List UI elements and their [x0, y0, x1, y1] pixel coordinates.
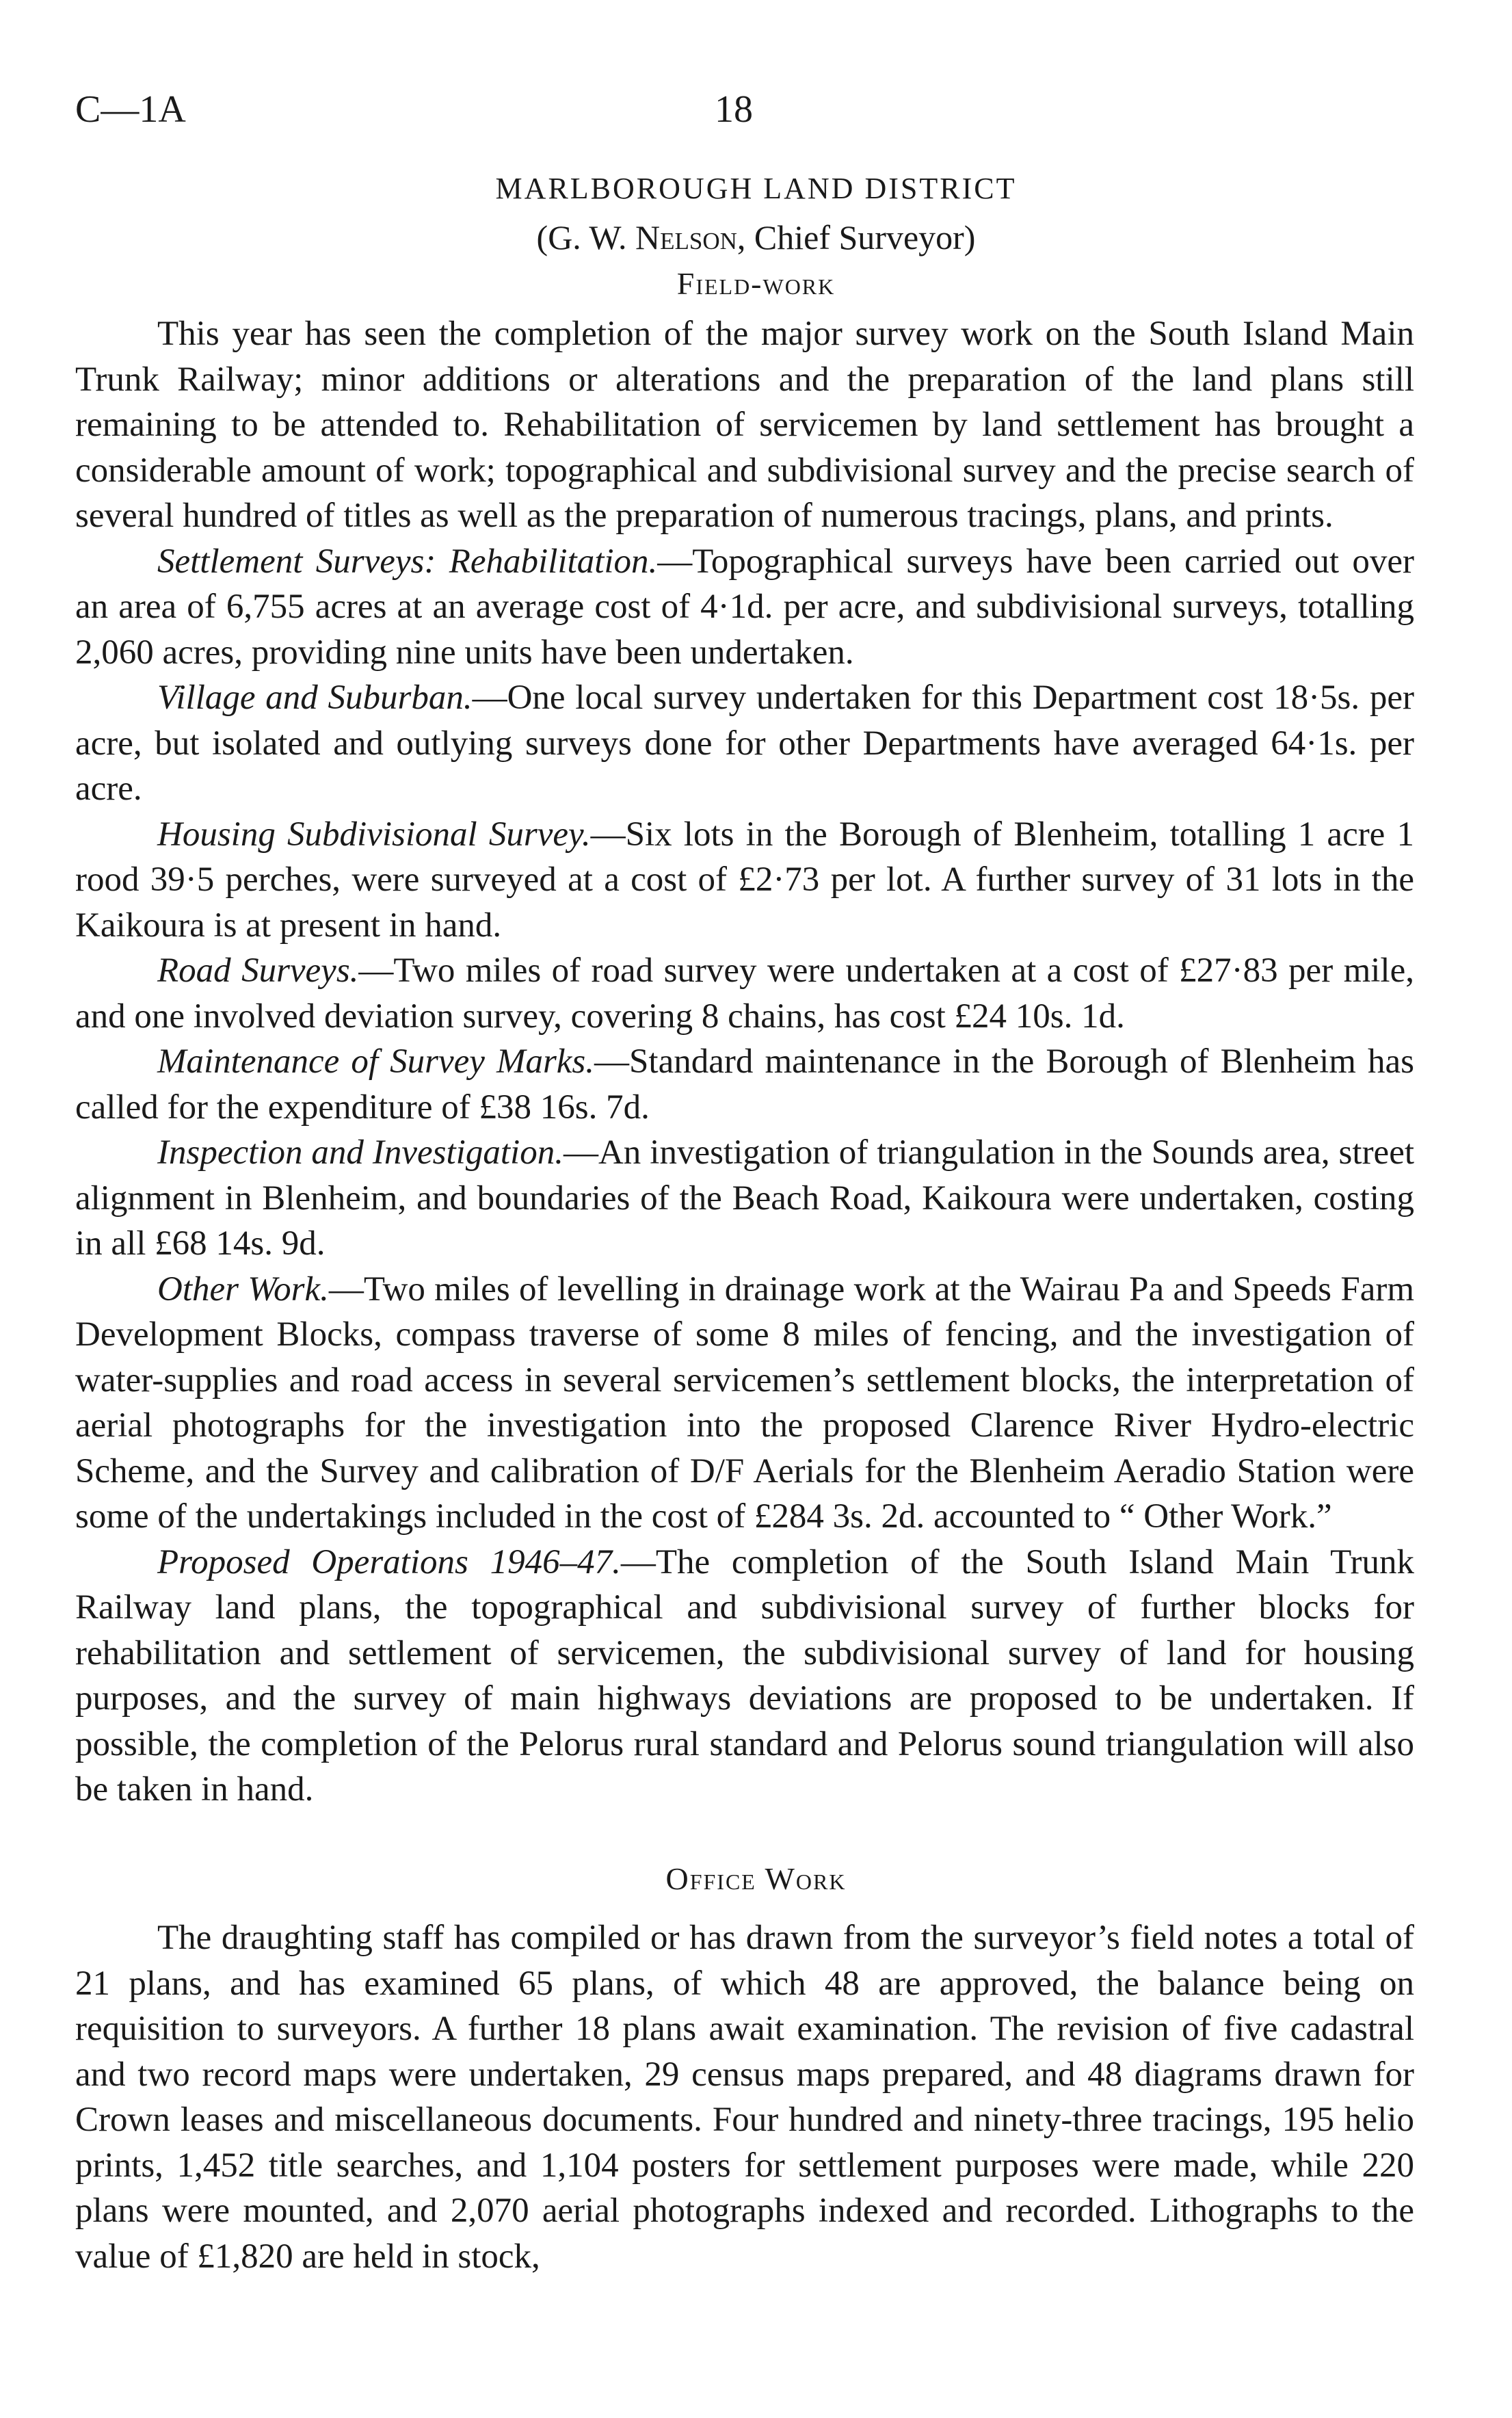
district-title: MARLBOROUGH LAND DISTRICT	[495, 172, 1017, 205]
surveyor-role: , Chief Surveyor)	[737, 218, 976, 257]
surveyor-open-paren: (	[536, 218, 548, 257]
paragraph-road-surveys	[75, 948, 1414, 1039]
paragraph-heading: Proposed Operations 1946–47.	[157, 1542, 621, 1581]
paragraph-village-suburban	[75, 675, 1414, 812]
paragraph-settlement-surveys	[75, 539, 1414, 676]
paragraph-text: —An investigation of triangulation in the Sounds area, street alignment in Blenheim, and boundaries of the Beach Road, Kaikoura were undertaken, costing in all £68 14s. 9d.	[75, 1133, 1414, 1263]
paragraph-other-work	[75, 1267, 1414, 1540]
paragraph-text: —Topographical surveys have been carried out over an area of 6,755 acres at an average cost of 4·1d. per acre, and subdivisional surveys, totalling 2,060 acres, providing nine units have been undertaken.	[75, 542, 1415, 672]
surveyor-line	[0, 218, 1512, 257]
report-code: C—1A	[75, 88, 186, 131]
paragraph-text: —Six lots in the Borough of Blenheim, totalling 1 acre 1 rood 39·5 perches, were surveyed at a cost of £2·73 per lot. A further survey of 31 lots in the Kaikoura is at present in hand.	[75, 815, 1415, 945]
page-number: 18	[715, 88, 753, 131]
paragraph-housing-subdivisional	[75, 812, 1414, 949]
paragraph-heading: Other Work.	[157, 1270, 329, 1309]
paragraph-inspection	[75, 1130, 1414, 1267]
paragraph-text: —The completion of the South Island Main Trunk Railway land plans, the topographical and subdivisional survey of further blocks for rehabilitation and settlement of servicemen, the subdivisional survey of land for housing purposes, and the survey of main highways deviations are proposed to be undertaken. If possible, the completion of the Pelorus rural standard and Pelorus sound triangulation will also be taken in hand.	[75, 1542, 1414, 1809]
paragraph-maintenance	[75, 1039, 1414, 1130]
field-work-title: Field-work	[676, 266, 836, 301]
paragraph-heading: Road Surveys.	[157, 951, 359, 990]
surveyor-initials: G. W.	[548, 218, 636, 257]
paragraph-text: —One local survey undertaken for this Department cost 18·5s. per acre, but isolated and outlying surveys done for other Departments have averaged 64·1s. per acre.	[75, 679, 1415, 808]
paragraph-heading: Housing Subdivisional Survey.	[157, 815, 591, 854]
paragraph-text: —Standard maintenance in the Borough of Blenheim has called for the expenditure of £38 16s. 7d.	[75, 1042, 1414, 1127]
paragraph-heading: Maintenance of Survey Marks.	[157, 1042, 595, 1081]
office-work-title: Office Work	[665, 1861, 847, 1896]
paragraph-proposed-operations	[75, 1540, 1414, 1813]
paragraph-text: —Two miles of road survey were undertaken at a cost of £27·83 per mile, and one involved deviation survey, covering 8 chains, has cost £24 10s. 1d.	[75, 951, 1414, 1036]
office-work-body	[75, 1915, 1414, 2279]
field-work-body	[75, 311, 1414, 1813]
paragraph-heading: Inspection and Investigation.	[157, 1133, 563, 1172]
paragraph-heading: Village and Suburban.	[157, 679, 473, 717]
office-work-text: The draughting staff has compiled or has drawn from the surveyor’s field notes a total of 21 plans, and has examined 65 plans, of which 48 are approved, the balance being on requisition to surveyors. A further 18 plans await examination. The revision of five cadastral and two record maps were undertaken, 29 census maps prepared, and 48 diagrams drawn for Crown leases and miscellaneous documents. Four hundred and ninety-three tracings, 195 helio prints, 1,452 title searches, and 1,104 posters for settlement purposes were made, while 220 plans were mounted, and 2,070 aerial photographs indexed and recorded. Lithographs to the value of £1,820 are held in stock,	[75, 1919, 1414, 2276]
surveyor-name: Nelson	[635, 218, 737, 257]
paragraph-text: —Two miles of levelling in drainage work at the Wairau Pa and Speeds Farm Development Blocks, compass traverse of some 8 miles of fencing, and the investigation of water-supplies and road access in several servicemen’s settlement blocks, the interpretation of aerial photographs for the investigation into the proposed Clarence River Hydro-electric Scheme, and the Survey and calibration of D/F Aerials for the Blenheim Aeradio Station were some of the undertakings included in the cost of £284 3s. 2d. accounted to “ Other Work.”	[75, 1270, 1414, 1536]
field-work-intro: This year has seen the completion of the major survey work on the South Island Main Trunk Railway; minor additions or alterations and the preparation of the land plans still remaining to be attended to. Rehabilitation of servicemen by land settlement has brought a considerable amount of work; topographical and subdivisional survey and the precise search of several hundred of titles as well as the preparation of numerous tracings, plans, and prints.	[75, 315, 1414, 535]
paragraph-heading: Settlement Surveys: Rehabilitation.	[157, 542, 658, 581]
